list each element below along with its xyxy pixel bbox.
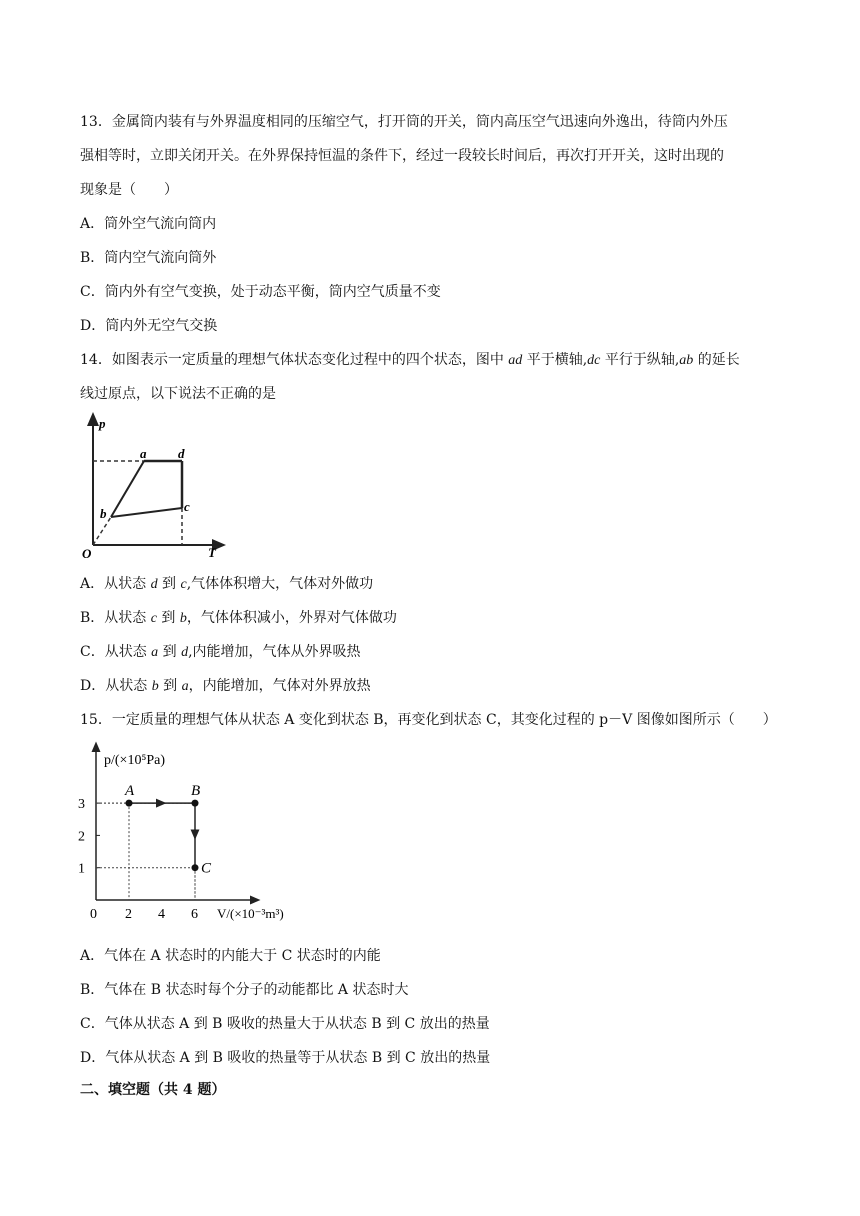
dashed-origin-to-b [93,517,111,545]
x-tick-label-6: 6 [191,907,198,922]
q14-stem-line2: 线过原点，以下说法不正确的是 [80,386,276,402]
line-ab [111,461,144,517]
q14-option-d: D．从状态 b 到 a，内能增加，气体对外界放热 [80,678,371,694]
label-c: c [184,499,190,514]
y-tick-label-1: 1 [78,861,85,877]
x-tick-label-4: 4 [158,907,165,922]
point-label-C: C [201,860,212,877]
point-C [192,864,199,871]
q14-option-c: C．从状态 a 到 d,内能增加，气体从外界吸热 [80,644,361,660]
q15-pv-chart [70,740,320,930]
q13-stem-line1: 13．金属筒内装有与外界温度相同的压缩空气，打开筒的开关，筒内高压空气迅速向外逸出，待筒内外压 [80,114,728,130]
q13-stem-line3: 现象是（ ） [80,182,178,198]
q13-option-d: D．筒内外无空气交换 [80,318,218,334]
q13-option-c: C．筒内外有空气变换，处于动态平衡，筒内空气质量不变 [80,284,441,300]
x-tick-label-0: 0 [90,907,97,922]
y-tick-label-2: 2 [78,829,85,845]
q13-option-b: B．筒内空气流向筒外 [80,250,217,266]
point-label-A: A [125,783,135,800]
q15-option-c: C．气体从状态 A 到 B 吸收的热量大于从状态 B 到 C 放出的热量 [80,1016,490,1032]
label-p: p [99,416,106,431]
q15-stem: 15．一定质量的理想气体从状态 A 变化到状态 B，再变化到状态 C，其变化过程的 p－V 图像如图所示（ ） [80,712,777,728]
y-tick-label-3: 3 [78,797,85,813]
point-B [192,800,199,807]
q15-option-a: A．气体在 A 状态时的内能大于 C 状态时的内能 [80,948,381,964]
label-d: d [178,446,185,461]
y-axis-label: p/(×10⁵Pa) [104,753,165,768]
label-t: T [208,545,216,560]
q15-option-d: D．气体从状态 A 到 B 吸收的热量等于从状态 B 到 C 放出的热量 [80,1050,491,1066]
label-o: O [82,546,92,560]
x-axis-label: V/(×10⁻³m³) [217,906,284,921]
label-a: a [140,446,147,461]
q14-stem-line1: 14．如图表示一定质量的理想气体状态变化过程中的四个状态，图中 ad 平于横轴,dc 平行于纵轴,ab 的延长 [80,352,740,368]
label-b: b [100,506,107,521]
q14-pt-diagram [78,410,238,560]
q13-stem-line2: 强相等时，立即关闭开关。在外界保持恒温的条件下，经过一段较长时间后，再次打开开关，这时出现的 [80,148,724,164]
section-heading-fill-in: 二、填空题（共 4 题） [80,1082,226,1098]
q15-option-b: B．气体在 B 状态时每个分子的动能都比 A 状态时大 [80,982,409,998]
q14-option-a: A．从状态 d 到 c,气体体积增大，气体对外做功 [80,576,374,592]
point-A [126,800,133,807]
q13-option-a: A．筒外空气流向筒内 [80,216,217,232]
line-cb [111,508,182,517]
point-label-B: B [191,783,201,800]
q14-option-b: B．从状态 c 到 b，气体体积减小，外界对气体做功 [80,610,397,626]
x-tick-label-2: 2 [125,907,132,922]
